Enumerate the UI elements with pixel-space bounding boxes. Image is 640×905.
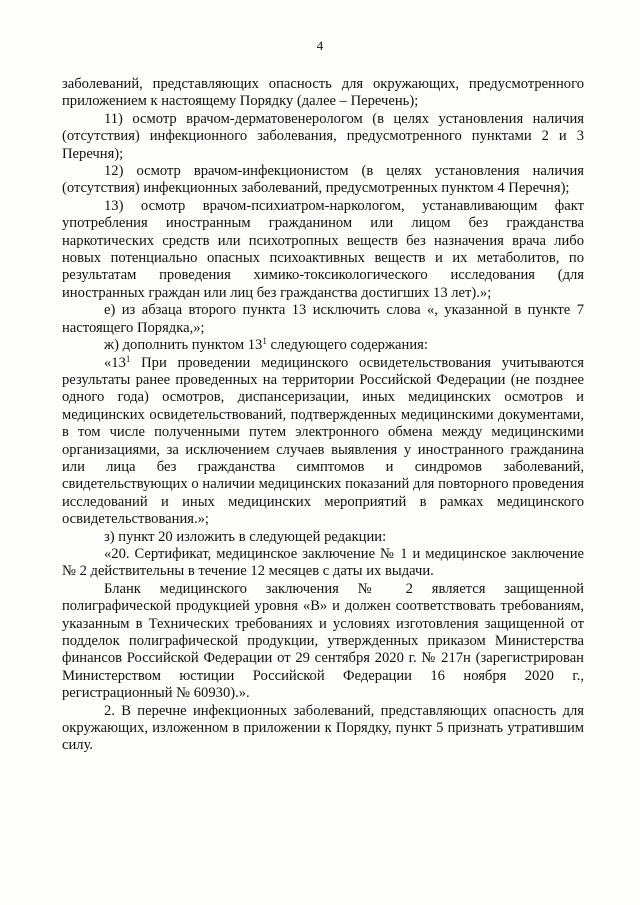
paragraph-item-e: е) из абзаца второго пункта 13 исключить слова «, указанной в пункте 7 настоящего Порядка,»; <box>62 302 584 336</box>
paragraph-item-zh <box>62 337 584 354</box>
paragraph-item-13: 13) осмотр врачом-психиатром-наркологом, устанавливающим факт употребления иностранным гражданином или лицом без гражданства наркотических средств или психотропных веществ без назначения врача либо новых потенциально опасных психоактивных веществ и их метаболитов, по результатам проведения химико-токсикологического исследования (для иностранных граждан или лиц без гражданства достигших 13 лет).»; <box>62 197 584 301</box>
paragraph-text: ж) дополнить пунктом 13 <box>104 337 263 354</box>
paragraph-section-2: 2. В перечне инфекционных заболеваний, представляющих опасность для окружающих, изложенном в приложении к Порядку, пункт 5 признать утратившим силу. <box>62 702 584 754</box>
paragraph-1: заболеваний, представляющих опасность для окружающих, предусмотренного приложением к настоящему Порядку (далее – Перечень); <box>62 76 584 110</box>
paragraph-point-13-1 <box>62 355 584 529</box>
paragraph-item-11: 11) осмотр врачом-дерматовенерологом (в целях установления наличия (отсутствия) инфекционного заболевания, предусмотренного пунктами 2 и 3 Перечня); <box>62 110 584 162</box>
page-number: 4 <box>316 38 324 53</box>
paragraph-text: При проведении медицинского освидетельствования учитываются результаты ранее проведенных на территории Российской Федерации (не позднее одного года) осмотров, диспансеризации, иных медицинских осмотров и медицинских освидетельствований, подтвержденных медицинскими документами, в том числе полученными путем электронного обмена между медицинскими организациями, за исключением случаев выявления у иностранного гражданина или лица без гражданства симптомов и синдромов заболеваний, свидетельствующих о наличии медицинских показаний для повторного проведения исследований и иных медицинских мероприятий в рамках медицинского освидетельствования.»; <box>62 354 584 528</box>
paragraph-blank-info: Бланк медицинского заключения № 2 является защищенной полиграфической продукцией уровня «В» и должен соответствовать требованиям, указанным в Технических требованиях и условиях изготовления защищенной от подделок полиграфической продукции, утвержденных приказом Министерства финансов Российской Федерации от 29 сентября 2020 г. № 217н (зарегистрирован Министерством юстиции Российской Федерации 16 ноября 2020 г., регистрационный № 60930).». <box>62 580 584 702</box>
superscript: 1 <box>125 353 131 364</box>
superscript: 1 <box>262 336 267 347</box>
paragraph-point-20: «20. Сертификат, медицинское заключение № 1 и медицинское заключение № 2 действительны в течение 12 месяцев с даты их выдачи. <box>62 545 584 580</box>
paragraph-item-12: 12) осмотр врачом-инфекционистом (в целях установления наличия (отсутствия) инфекционных заболеваний, предусмотренных пунктом 4 Перечня); <box>62 163 584 197</box>
paragraph-item-z: з) пункт 20 изложить в следующей редакции: <box>104 528 387 545</box>
document-body <box>62 76 584 755</box>
paragraph-text: «13 <box>104 354 126 371</box>
paragraph-text: следующего содержания: <box>266 337 428 354</box>
